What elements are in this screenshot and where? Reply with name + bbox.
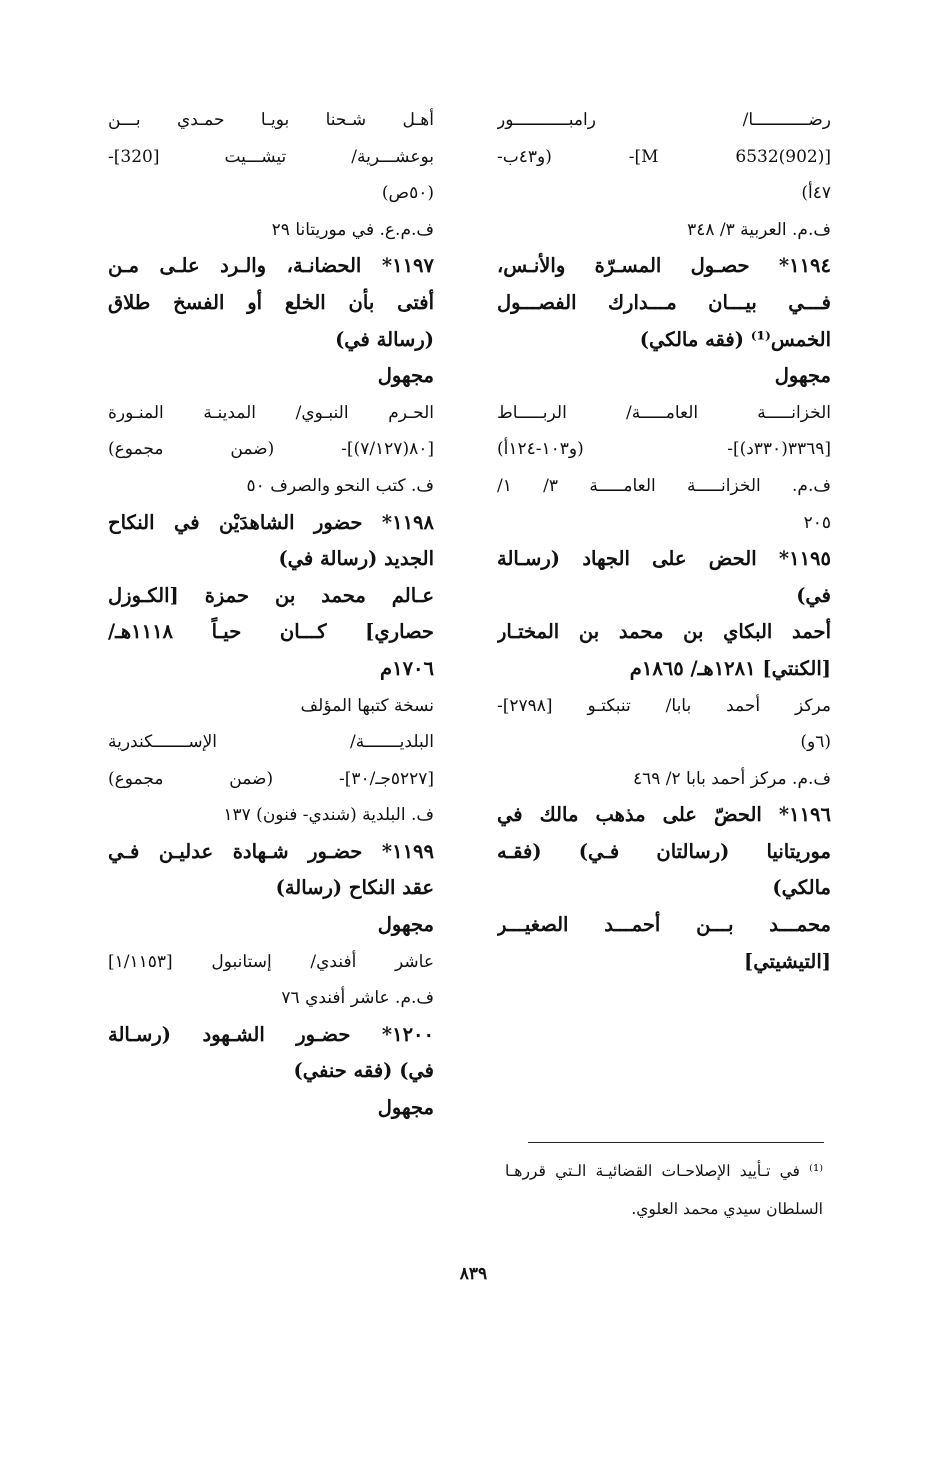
text-line: ١٢٠٠* حضـور الشـهود (رسـالة bbox=[108, 1022, 434, 1046]
text-line: مركز أحمد بابا/ تنبكتـو [٢٧٩٨]- bbox=[497, 695, 831, 716]
right-column bbox=[497, 102, 831, 980]
text-line: ١٧٠٦م bbox=[380, 656, 434, 680]
text-line: ١١٩٤* حصـول المسـرّة والأنـس، bbox=[497, 254, 831, 278]
text-line: أهـل شـحنا بويـا حمـدي بـــن bbox=[108, 110, 434, 130]
text-line: البلديـــــــة/ الإســـــــكندرية bbox=[108, 732, 434, 753]
text-line: مجهول bbox=[774, 364, 831, 388]
text-line: أفتى بأن الخلع أو الفسخ طلاق bbox=[108, 290, 434, 314]
text-line: نسخة كتبها المؤلف bbox=[300, 695, 434, 716]
page-number: ٨٣٩ bbox=[459, 1264, 488, 1284]
text-line: ١١٩٩* حضـور شـهادة عدليـن فـي bbox=[108, 839, 434, 863]
text-line: عاشر أفندي/ إستانبول [١/١١٥٣] bbox=[108, 951, 434, 972]
text-line: عقد النكاح (رسالة) bbox=[275, 876, 434, 900]
text-line: فـــي بيـــان مـــدارك الفصـــول bbox=[497, 290, 831, 314]
text-line: في) (فقه حنفي) bbox=[293, 1059, 434, 1083]
text-line: حصاري] كـــان حيـاً ١١١٨هـ/ bbox=[108, 620, 434, 644]
text-line: ١١٩٧* الحضانـة، والـرد علـى مـن bbox=[108, 254, 434, 278]
footnote-line: ⁽¹⁾ في تـأييد الإصلاحـات القضائيـة الـتي قررهـا bbox=[505, 1162, 823, 1180]
text-line: ف. البلدية (شندي- فنون) ١٣٧ bbox=[223, 805, 434, 826]
text-line: ف. كتب النحو والصرف ٥٠ bbox=[246, 475, 434, 496]
text-line: [٥٢٢٧جـ/٣٠]- (ضمن مجموع) bbox=[108, 768, 434, 789]
text-line: مالكي) bbox=[772, 876, 831, 900]
text-line: محمـــد بـــن أحمـــد الصغيـــر bbox=[497, 913, 831, 937]
left-column bbox=[108, 102, 434, 1127]
text-line: الخزانـــــة العامـــــة/ الربـــــاط bbox=[497, 402, 831, 423]
text-line: مجهول bbox=[377, 913, 434, 937]
text-line: مجهول bbox=[377, 1096, 434, 1120]
text-line: (رسالة في) bbox=[335, 327, 434, 351]
text-line: ١١٩٦* الحضّ على مذهب مالك في bbox=[497, 803, 831, 827]
text-line: ف.م. الخزانـــــة العامـــــة ٣/ ١/ bbox=[497, 475, 831, 496]
text-line: عـالم محمد بن حمزة [الكـوزل bbox=[108, 583, 434, 607]
text-line: رضـــــــــــا/ رامبـــــــــــور bbox=[497, 110, 831, 130]
text-line: في) bbox=[796, 583, 831, 607]
text-line: [٣٣٦٩(٣٣٠د)]- (و١٠٣-١٢٤أ) bbox=[497, 439, 831, 460]
text-line: موريتانيا (رسالتان فـي) (فقـه bbox=[497, 839, 831, 863]
text-line: ف.م. العربية ٣/ ٣٤٨ bbox=[687, 219, 831, 240]
text-line: الخمس⁽¹⁾ (فقه مالكي) bbox=[639, 327, 831, 351]
text-line: ٢٠٥ bbox=[803, 512, 831, 533]
text-line: ١١٩٥* الحض على الجهاد (رسـالة bbox=[497, 547, 831, 571]
text-line: ف.م.ع. في موريتانا ٢٩ bbox=[271, 219, 434, 240]
text-line: [٨٠(٧/١٢٧)]- (ضمن مجموع) bbox=[108, 439, 434, 460]
text-line: ف.م. عاشر أفندي ٧٦ bbox=[281, 988, 434, 1009]
text-line: مجهول bbox=[377, 364, 434, 388]
text-line: الجديد (رسالة في) bbox=[278, 547, 434, 571]
footnote bbox=[505, 1152, 823, 1228]
text-line: [التيشيتي] bbox=[744, 949, 831, 973]
text-line: [الكنتي] ١٢٨١هـ/ ١٨٦٥م bbox=[629, 656, 831, 680]
footnote-divider bbox=[528, 1142, 824, 1143]
text-line: بوعشـــرية/ تيشـــيت [320]- bbox=[108, 146, 434, 167]
text-line: [M 6532(902)]- (و٤٣ب- bbox=[497, 146, 831, 167]
text-line: ف.م. مركز أحمد بابا ٢/ ٤٦٩ bbox=[632, 768, 831, 789]
text-line: ٤٧أ) bbox=[801, 183, 831, 204]
text-line: (٦و) bbox=[800, 732, 831, 753]
text-line: الحـرم النبـوي/ المدينـة المنـورة bbox=[108, 402, 434, 423]
footnote-line: السلطان سيدي محمد العلوي. bbox=[631, 1200, 823, 1218]
text-line: ١١٩٨* حضور الشاهدَيْن في النكاح bbox=[108, 510, 434, 534]
text-line: أحمد البكاي بن محمد بن المختـار bbox=[497, 620, 831, 644]
text-line: (٥٠ص) bbox=[381, 183, 434, 204]
